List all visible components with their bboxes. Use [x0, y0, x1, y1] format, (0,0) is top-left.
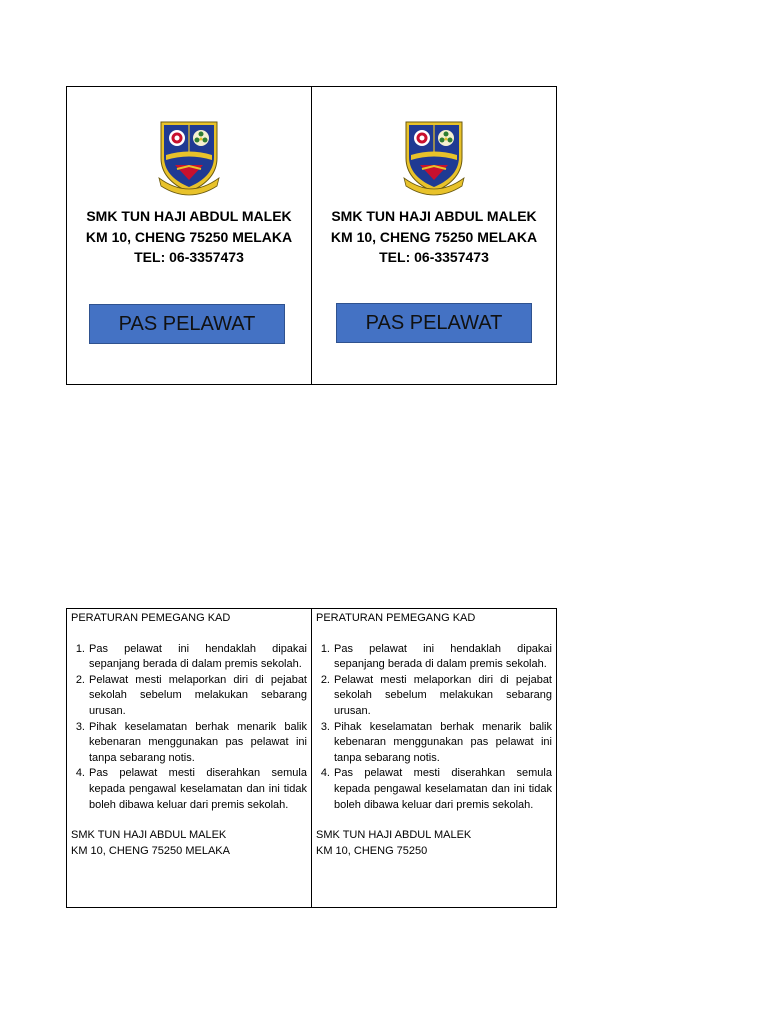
rule-number: 2.	[320, 673, 330, 686]
footer-school-name: SMK TUN HAJI ABDUL MALEK	[316, 829, 472, 842]
school-name: SMK TUN HAJI ABDUL MALEK	[331, 208, 537, 224]
footer-school-address: KM 10, CHENG 75250 MELAKA	[71, 844, 230, 857]
card-rules-panel	[312, 609, 556, 907]
visitor-pass-card	[312, 87, 556, 384]
rule-text: Pihak keselamatan berhak menarik balik kebenaran menggunakan pas pelawat ini tanpa sebarang notis.	[89, 720, 307, 764]
rule-number: 3.	[75, 720, 85, 733]
school-tel: TEL: 06-3357473	[134, 249, 244, 265]
visitor-pass-label: PAS PELAWAT	[89, 304, 285, 344]
school-info	[67, 206, 311, 268]
card-rules-panel	[67, 609, 312, 907]
visitor-pass-front-sheet	[66, 86, 557, 385]
school-crest-icon	[400, 120, 468, 196]
rule-item	[316, 766, 552, 813]
rule-number: 2.	[75, 673, 85, 686]
rules-title: PERATURAN PEMEGANG KAD	[71, 612, 231, 624]
school-address: KM 10, CHENG 75250 MELAKA	[85, 228, 293, 245]
rule-item	[316, 642, 552, 673]
rules-title: PERATURAN PEMEGANG KAD	[316, 612, 476, 624]
rule-item	[71, 642, 307, 673]
rule-text: Pas pelawat ini hendaklah dipakai sepanjang berada di dalam premis sekolah.	[334, 642, 552, 671]
rule-number: 4.	[75, 767, 85, 780]
rules-footer	[316, 828, 552, 859]
school-info	[312, 206, 556, 268]
rule-text: Pihak keselamatan berhak menarik balik kebenaran menggunakan pas pelawat ini tanpa sebarang notis.	[334, 720, 552, 764]
rule-number: 3.	[320, 720, 330, 733]
rule-number: 4.	[320, 767, 330, 780]
school-crest-icon	[155, 120, 223, 196]
rule-text: Pelawat mesti melaporkan diri di pejabat sekolah sebelum melakukan sebarang urusan.	[334, 673, 552, 717]
rule-item	[71, 766, 307, 813]
rule-text: Pas pelawat ini hendaklah dipakai sepanjang berada di dalam premis sekolah.	[89, 642, 307, 671]
rule-text: Pas pelawat mesti diserahkan semula kepada pengawal keselamatan dan ini tidak boleh dibawa keluar dari premis sekolah.	[89, 767, 307, 811]
visitor-pass-back-sheet	[66, 608, 557, 908]
rule-text: Pelawat mesti melaporkan diri di pejabat sekolah sebelum melakukan sebarang urusan.	[89, 673, 307, 717]
footer-school-address: KM 10, CHENG 75250	[316, 844, 428, 857]
rule-item	[71, 673, 307, 720]
rule-number: 1.	[320, 642, 330, 655]
visitor-pass-label: PAS PELAWAT	[336, 303, 532, 343]
school-address: KM 10, CHENG 75250 MELAKA	[330, 228, 538, 245]
rule-item	[316, 720, 552, 767]
rule-item	[71, 720, 307, 767]
visitor-pass-card	[67, 87, 312, 384]
rules-list	[316, 642, 552, 814]
footer-school-name: SMK TUN HAJI ABDUL MALEK	[71, 829, 227, 842]
rule-item	[316, 673, 552, 720]
rule-number: 1.	[75, 642, 85, 655]
school-name: SMK TUN HAJI ABDUL MALEK	[86, 208, 292, 224]
rule-text: Pas pelawat mesti diserahkan semula kepada pengawal keselamatan dan ini tidak boleh dibawa keluar dari premis sekolah.	[334, 767, 552, 811]
school-tel: TEL: 06-3357473	[379, 249, 489, 265]
rules-list	[71, 642, 307, 814]
rules-footer	[71, 828, 307, 859]
